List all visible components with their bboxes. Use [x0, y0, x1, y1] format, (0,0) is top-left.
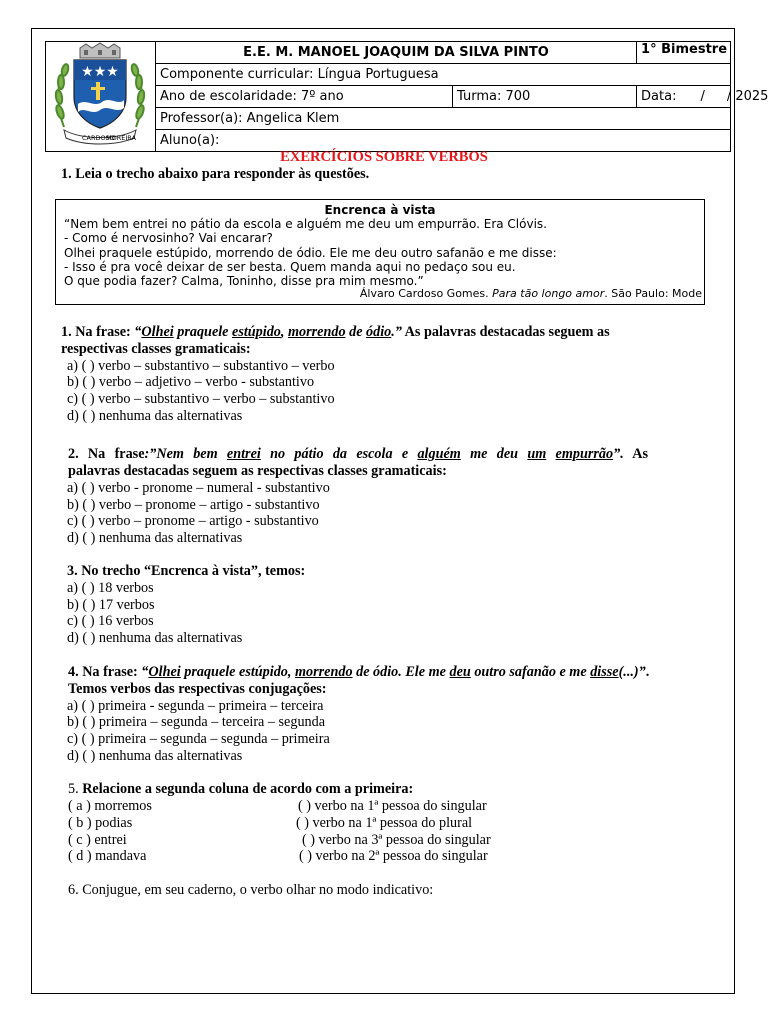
- q4-option-b[interactable]: b) ( ) primeira – segunda – terceira – segunda: [67, 714, 326, 730]
- date-label: Data:: [641, 89, 677, 104]
- bimester: 1° Bimestre: [637, 42, 731, 64]
- logo-text-right: MOREIRA: [106, 134, 136, 142]
- q5-left-item-d: ( d ) mandava: [68, 848, 147, 864]
- logo-text-left: CARDOSO: [82, 134, 115, 142]
- component-field: Componente curricular: Língua Portuguesa: [156, 64, 731, 86]
- exercise-title: EXERCÍCIOS SOBRE VERBOS: [280, 149, 488, 165]
- q3-option-c[interactable]: c) ( ) 16 verbos: [67, 613, 154, 629]
- school-header: [45, 41, 768, 148]
- q3-option-b[interactable]: b) ( ) 17 verbos: [67, 597, 155, 613]
- q5-left-item-c: ( c ) entrei: [68, 832, 127, 848]
- question-4-prompt: 4. Na frase: “Olhei praquele estúpido, morrendo de ódio. Ele me deu outro safanão e me disse(...)”.: [68, 664, 650, 680]
- school-crest-logo: [46, 42, 154, 147]
- q4-option-d[interactable]: d) ( ) nenhuma das alternativas: [67, 748, 243, 764]
- question-2-prompt-line2: palavras destacadas seguem as respectivas classes gramaticais:: [68, 463, 447, 479]
- logo-cell: [46, 42, 156, 152]
- q3-option-d[interactable]: d) ( ) nenhuma das alternativas: [67, 630, 243, 646]
- excerpt-source: Álvaro Cardoso Gomes. Para tão longo amor. São Paulo: Mode: [359, 287, 702, 300]
- teacher-field: Professor(a): Angelica Klem: [156, 108, 731, 130]
- text-excerpt-box: [55, 199, 705, 305]
- excerpt-line: “Nem bem entrei no pátio da escola e alguém me deu um empurrão. Era Clóvis.: [64, 217, 547, 232]
- question-6-prompt: 6. Conjugue, em seu caderno, o verbo olhar no modo indicativo:: [68, 882, 434, 898]
- school-name: E.E. M. MANOEL JOAQUIM DA SILVA PINTO: [156, 42, 637, 64]
- q2-option-a[interactable]: a) ( ) verbo - pronome – numeral - substantivo: [67, 480, 330, 496]
- q3-option-a[interactable]: a) ( ) 18 verbos: [67, 580, 154, 596]
- date-separator: /: [700, 89, 705, 104]
- q5-right-blank-2[interactable]: ( ) verbo na 1ª pessoa do plural: [296, 815, 473, 831]
- question-2-prompt: 2. Na frase:”Nem bem entrei no pátio da escola e alguém me deu um empurrão”. As: [68, 446, 649, 462]
- q4-option-a[interactable]: a) ( ) primeira - segunda – primeira – terceira: [67, 698, 324, 714]
- q1-option-a[interactable]: a) ( ) verbo – substantivo – substantivo – verbo: [67, 358, 335, 374]
- question-4-prompt-line2: Temos verbos das respectivas conjugações:: [68, 681, 327, 697]
- excerpt-title: Encrenca à vista: [324, 203, 436, 217]
- q2-option-c[interactable]: c) ( ) verbo – pronome – artigo - substantivo: [67, 513, 319, 529]
- svg-text:★★★: ★★★: [81, 64, 119, 80]
- student-field: Aluno(a):: [156, 130, 731, 152]
- date-year: / 2025: [726, 89, 768, 104]
- q5-right-blank-4[interactable]: ( ) verbo na 2ª pessoa do singular: [299, 848, 488, 864]
- excerpt-line: Olhei praquele estúpido, morrendo de ódio. Ele me deu outro safanão e me disse:: [64, 245, 557, 260]
- question-1-prompt: 1. Na frase: “Olhei praquele estúpido, morrendo de ódio.” As palavras destacadas seguem as: [61, 324, 610, 340]
- class-field: Turma: 700: [453, 86, 637, 108]
- q5-left-item-a: ( a ) morremos: [68, 798, 152, 814]
- date-field: [637, 86, 768, 108]
- q5-right-blank-3[interactable]: ( ) verbo na 3ª pessoa do singular: [302, 832, 491, 848]
- year-field: Ano de escolaridade: 7º ano: [156, 86, 453, 108]
- q1-option-c[interactable]: c) ( ) verbo – substantivo – verbo – substantivo: [67, 391, 335, 407]
- q2-option-b[interactable]: b) ( ) verbo – pronome – artigo - substantivo: [67, 497, 320, 513]
- question-5-prompt: 5. Relacione a segunda coluna de acordo com a primeira:: [68, 781, 414, 797]
- instruction: 1. Leia o trecho abaixo para responder às questões.: [61, 166, 370, 182]
- excerpt-line: - Como é nervosinho? Vai encarar?: [64, 231, 273, 246]
- q1-option-b[interactable]: b) ( ) verbo – adjetivo – verbo - substantivo: [67, 374, 315, 390]
- q4-option-c[interactable]: c) ( ) primeira – segunda – segunda – primeira: [67, 731, 330, 747]
- q5-left-item-b: ( b ) podias: [68, 815, 133, 831]
- q5-right-blank-1[interactable]: ( ) verbo na 1ª pessoa do singular: [298, 798, 487, 814]
- q1-option-d[interactable]: d) ( ) nenhuma das alternativas: [67, 408, 243, 424]
- excerpt-line: O que podia fazer? Calma, Toninho, disse pra mim mesmo.”: [64, 274, 424, 289]
- excerpt-line: - Isso é pra você deixar de ser besta. Quem manda aqui no pedaço sou eu.: [64, 259, 516, 274]
- q2-option-d[interactable]: d) ( ) nenhuma das alternativas: [67, 530, 243, 546]
- question-3-prompt: 3. No trecho “Encrenca à vista”, temos:: [67, 563, 306, 579]
- question-1-prompt-line2: respectivas classes gramaticais:: [61, 341, 251, 357]
